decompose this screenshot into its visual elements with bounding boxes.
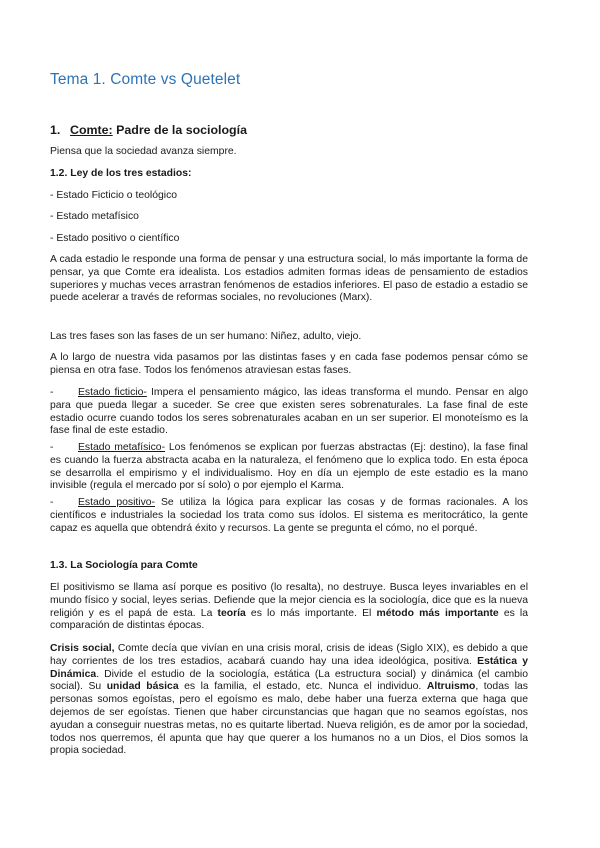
section-1-intro: Piensa que la sociedad avanza siempre. <box>50 146 237 157</box>
stage-item-metafisico <box>50 442 528 493</box>
paragraph-crisis <box>50 643 528 758</box>
text-run-bold: Altruismo <box>426 681 476 693</box>
paragraph-life-phases: A lo largo de nuestra vida pasamos por las distintas fases y en cada fase podemos pensar cómo se piensa en otra fase. Todos los fenómenos atraviesan estas fases. <box>50 352 528 376</box>
stage-item-ficticio <box>50 387 528 438</box>
stage-text: Se utiliza la lógica para explicar las cosas y de formas racionales. A los científicos e industriales la sociedad los trata como sus ídolos. El sistema es meritocrático, la gente capaz es aquella que obtendrá éxito y recursos. La gente se pregunta el cómo, no el porqué. <box>50 497 528 534</box>
section-1-number: 1. <box>50 123 61 137</box>
section-1-3-heading: 1.3. La Sociología para Comte <box>50 560 198 571</box>
list-item: - Estado positivo o científico <box>50 233 180 244</box>
paragraph-stadia: A cada estadio le responde una forma de pensar y una estructura social, lo más importante la forma de pensar, ya que Comte era idealista. Los estadios admiten formas ideas de pensamiento de estadios superiores y muchas veces arrastran fenómenos de estadios inferiores. El paso de estadio a estadio se puede acelerar a través de reformas sociales, no revoluciones (Marx). <box>50 254 528 304</box>
stage-label: Estado ficticio- <box>78 387 147 398</box>
list-item: - Estado metafísico <box>50 211 139 222</box>
page-title: Tema 1. Comte vs Quetelet <box>50 71 241 88</box>
text-run-bold: Estática y Dinámica <box>50 655 528 680</box>
text-run: es la comparación de distintas épocas. <box>50 607 529 632</box>
stage-item-positivo <box>50 497 528 535</box>
text-run: es la familia, el estado, etc. Nunca el individuo. <box>178 681 427 693</box>
stage-text: Impera el pensamiento mágico, las ideas transforma el mundo. Pensar en algo para que pueda llegar a suceder. Se cree que existen seres sobrenaturales. La fase final de este estadio ocurre cuando todos los seres sobrenaturales acaban en un ser superior. El monoteísmo es la fase final de este estadio. <box>50 387 528 437</box>
stage-dash: - <box>50 442 54 453</box>
text-run: . Divide el estudio de la sociología, estática (La estructura social) y dinámica (el cambio social). Su <box>50 668 528 693</box>
paragraph-positivism <box>50 582 528 633</box>
text-run: Comte decía que vivían en una crisis moral, crisis de ideas (Siglo XIX), es debido a que hay corrientes de los tres estadios, acabará cuando hay una idea ideológica, positiva. <box>50 643 528 667</box>
stage-text: Los fenómenos se explican por fuerzas abstractas (Ej: destino), la fase final es cuando la fuerza abstracta acaba en la naturaleza, el fenómeno que lo explica todo. En esta época se desarrolla el empirismo y el individualismo. Hoy en día un ejemplo de este estadio es la mano invisible (regula el mercado por sí solo) o por ejemplo el Karma. <box>50 442 528 492</box>
text-run-bold: método más importante <box>376 607 499 619</box>
stage-label: Estado metafísico- <box>78 442 166 453</box>
section-1-heading-underlined: Comte: <box>70 123 113 137</box>
paragraph-phases: Las tres fases son las fases de un ser humano: Niñez, adulto, viejo. <box>50 331 362 342</box>
stage-label: Estado positivo- <box>78 497 156 508</box>
list-item: - Estado Ficticio o teológico <box>50 190 178 201</box>
text-run: es lo más importante. El <box>245 607 377 619</box>
stage-dash: - <box>50 497 54 508</box>
text-run-bold: teoría <box>217 607 246 619</box>
text-run-bold: Crisis social, <box>50 643 115 654</box>
text-run: , todas las personas somos egoístas, pero el egoísmo es malo, debe haber una fuerza externa que haga que dejemos de ser egoístas. Tienen que haber circunstancias que hagan que no seamos egoístas, nos ayudan a conseguir nuestras metas, no es quitarte libertad. Nueva religión, es de amor por la sociedad, todos nos querremos, él apunta que hay que querer a los humanos no a un Dios, el Dios somos la propia sociedad. <box>50 681 528 757</box>
section-1-2-heading: 1.2. Ley de los tres estadios: <box>50 168 192 179</box>
text-run: El positivismo se llama así porque es positivo (lo resalta), no destruye. Busca leyes invariables en el mundo físico y social, leyes serias. Defiende que la mejor ciencia es la sociología, dice que es la nueva religión y es el papá de esta. La <box>50 582 528 619</box>
section-1-heading-rest: Padre de la sociología <box>112 123 247 137</box>
stage-dash: - <box>50 387 54 398</box>
text-run-bold: unidad básica <box>106 681 179 693</box>
section-1-heading <box>50 123 247 137</box>
